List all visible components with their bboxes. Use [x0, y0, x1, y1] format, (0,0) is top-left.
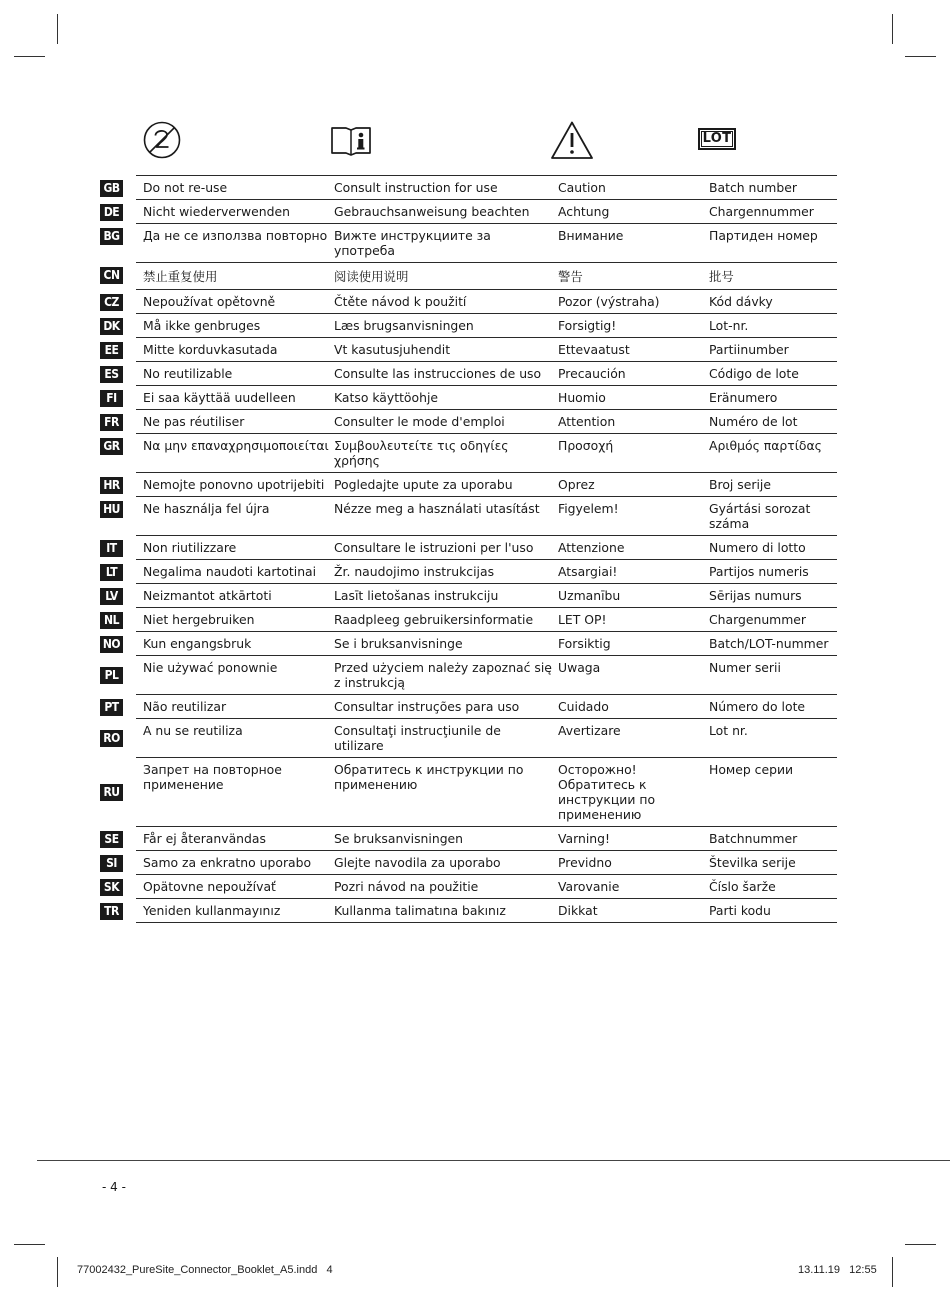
language-code-badge: NO	[100, 636, 123, 653]
batch-number-text: Номер серии	[709, 758, 837, 827]
table-row	[100, 338, 837, 362]
language-code-badge: PT	[100, 699, 123, 716]
consult-instructions-text: 阅读使用说明	[334, 263, 558, 290]
consult-instructions-text: Kullanma talimatına bakınız	[334, 899, 558, 923]
table-row	[100, 314, 837, 338]
table-row	[100, 695, 837, 719]
language-code-badge: NL	[100, 612, 123, 629]
consult-instructions-text: Nézze meg a használati utasítást	[334, 497, 558, 536]
do-not-reuse-text: Samo za enkratno uporabo	[136, 851, 334, 875]
do-not-reuse-text: Do not re-use	[136, 176, 334, 200]
language-code-cell	[100, 827, 136, 851]
consult-instructions-text: Обратитесь к инструкции по применению	[334, 758, 558, 827]
language-code-cell	[100, 899, 136, 923]
caution-text: Atsargiai!	[558, 560, 709, 584]
table-row	[100, 434, 837, 473]
do-not-reuse-text: Nicht wiederverwenden	[136, 200, 334, 224]
consult-instructions-text: Katso käyttöohje	[334, 386, 558, 410]
language-code-badge: BG	[100, 228, 123, 245]
batch-number-text: Batch/LOT-nummer	[709, 632, 837, 656]
table-row	[100, 536, 837, 560]
caution-text: 警告	[558, 263, 709, 290]
do-not-reuse-text: Ne használja fel újra	[136, 497, 334, 536]
do-not-reuse-text: Nie używać ponownie	[136, 656, 334, 695]
lot-icon-label: LOT	[702, 131, 732, 146]
batch-number-text: Partiinumber	[709, 338, 837, 362]
table-row	[100, 584, 837, 608]
consult-instructions-text: Consultare le istruzioni per l'uso	[334, 536, 558, 560]
table-row	[100, 560, 837, 584]
language-code-cell	[100, 410, 136, 434]
do-not-reuse-text: Να μην επαναχρησιμοποιείται	[136, 434, 334, 473]
caution-text: Varovanie	[558, 875, 709, 899]
language-code-cell	[100, 758, 136, 827]
language-code-badge: DE	[100, 204, 123, 221]
caution-text: Attenzione	[558, 536, 709, 560]
table-row	[100, 608, 837, 632]
do-not-reuse-text: Yeniden kullanmayınız	[136, 899, 334, 923]
caution-text: Caution	[558, 176, 709, 200]
language-code-badge: GR	[100, 438, 123, 455]
table-row	[100, 827, 837, 851]
language-code-badge: SE	[100, 831, 123, 848]
language-code-cell	[100, 200, 136, 224]
batch-number-text: Партиден номер	[709, 224, 837, 263]
table-row	[100, 656, 837, 695]
batch-number-text: Eränumero	[709, 386, 837, 410]
language-code-cell	[100, 434, 136, 473]
caution-text: Ettevaatust	[558, 338, 709, 362]
caution-text: Achtung	[558, 200, 709, 224]
language-code-cell	[100, 632, 136, 656]
caution-icon	[550, 120, 594, 160]
do-not-reuse-text: No reutilizable	[136, 362, 334, 386]
caution-text: Dikkat	[558, 899, 709, 923]
language-code-badge: HU	[100, 501, 123, 518]
table-row	[100, 899, 837, 923]
caution-text: Forsigtig!	[558, 314, 709, 338]
language-code-cell	[100, 656, 136, 695]
do-not-reuse-text: Nemojte ponovno upotrijebiti	[136, 473, 334, 497]
caution-text: Προσοχή	[558, 434, 709, 473]
do-not-reuse-text: Neizmantot atkārtoti	[136, 584, 334, 608]
do-not-reuse-text: Ei saa käyttää uudelleen	[136, 386, 334, 410]
caution-text: Huomio	[558, 386, 709, 410]
consult-instructions-text: Pogledajte upute za uporabu	[334, 473, 558, 497]
table-row	[100, 224, 837, 263]
batch-number-text: Numero di lotto	[709, 536, 837, 560]
do-not-reuse-text: Må ikke genbruges	[136, 314, 334, 338]
do-not-reuse-text: Non riutilizzare	[136, 536, 334, 560]
batch-number-text: Número do lote	[709, 695, 837, 719]
caution-text: Внимание	[558, 224, 709, 263]
table-row	[100, 200, 837, 224]
crop-mark	[892, 14, 893, 44]
batch-number-text: Číslo šarže	[709, 875, 837, 899]
consult-instructions-text: Se i bruksanvisninge	[334, 632, 558, 656]
caution-text: Precaución	[558, 362, 709, 386]
language-code-badge: HR	[100, 477, 123, 494]
table-row	[100, 758, 837, 827]
batch-number-text: Numer serii	[709, 656, 837, 695]
table-row	[100, 386, 837, 410]
consult-instructions-text: Consultaţi instrucţiunile de utilizare	[334, 719, 558, 758]
consult-instructions-text: Čtěte návod k použití	[334, 290, 558, 314]
batch-number-text: Številka serije	[709, 851, 837, 875]
language-code-cell	[100, 473, 136, 497]
language-code-cell	[100, 851, 136, 875]
language-code-badge: SI	[100, 855, 123, 872]
language-code-cell	[100, 338, 136, 362]
consult-instructions-text: Przed użyciem należy zapoznać się z instrukcją	[334, 656, 558, 695]
caution-text: Oprez	[558, 473, 709, 497]
language-code-cell	[100, 497, 136, 536]
table-row	[100, 263, 837, 290]
language-code-cell	[100, 536, 136, 560]
caution-text: Uwaga	[558, 656, 709, 695]
table-row	[100, 719, 837, 758]
table-row	[100, 875, 837, 899]
language-code-badge: LT	[100, 564, 123, 581]
language-code-cell	[100, 224, 136, 263]
language-code-badge: EE	[100, 342, 123, 359]
page-number: - 4 -	[102, 1180, 126, 1194]
language-code-cell	[100, 176, 136, 200]
batch-number-text: Sērijas numurs	[709, 584, 837, 608]
table-row	[100, 473, 837, 497]
language-code-badge: ES	[100, 366, 123, 383]
caution-text: Previdno	[558, 851, 709, 875]
do-not-reuse-icon	[142, 120, 182, 160]
language-code-badge: CN	[100, 267, 123, 284]
language-code-badge: RU	[100, 784, 123, 801]
language-code-badge: GB	[100, 180, 123, 197]
language-code-badge: FR	[100, 414, 123, 431]
consult-instructions-text: Pozri návod na použitie	[334, 875, 558, 899]
do-not-reuse-text: Negalima naudoti kartotinai	[136, 560, 334, 584]
do-not-reuse-text: Kun engangsbruk	[136, 632, 334, 656]
do-not-reuse-text: A nu se reutiliza	[136, 719, 334, 758]
footer-datetime: 13.11.19 12:55	[798, 1264, 877, 1276]
caution-text: Pozor (výstraha)	[558, 290, 709, 314]
do-not-reuse-text: Får ej återanvändas	[136, 827, 334, 851]
consult-instructions-text: Συμβουλευτείτε τις οδηγίες χρήσης	[334, 434, 558, 473]
batch-number-text: 批号	[709, 263, 837, 290]
language-code-badge: SK	[100, 879, 123, 896]
caution-text: Осторожно! Обратитесь к инструкции по применению	[558, 758, 709, 827]
language-code-badge: LV	[100, 588, 123, 605]
batch-number-text: Lot nr.	[709, 719, 837, 758]
batch-number-text: Αριθμός παρτίδας	[709, 434, 837, 473]
batch-number-text: Kód dávky	[709, 290, 837, 314]
caution-text: Attention	[558, 410, 709, 434]
language-code-cell	[100, 362, 136, 386]
batch-number-text: Batchnummer	[709, 827, 837, 851]
language-code-badge: CZ	[100, 294, 123, 311]
language-code-cell	[100, 560, 136, 584]
crop-mark	[892, 1257, 893, 1287]
batch-number-text: Parti kodu	[709, 899, 837, 923]
do-not-reuse-text: Ne pas réutiliser	[136, 410, 334, 434]
batch-number-text: Gyártási sorozat száma	[709, 497, 837, 536]
language-code-cell	[100, 875, 136, 899]
consult-instructions-icon	[330, 124, 372, 156]
do-not-reuse-text: Mitte korduvkasutada	[136, 338, 334, 362]
language-code-cell	[100, 290, 136, 314]
language-code-cell	[100, 719, 136, 758]
language-code-cell	[100, 584, 136, 608]
footer-rule	[37, 1160, 950, 1161]
batch-number-text: Batch number	[709, 176, 837, 200]
crop-mark	[14, 1244, 45, 1245]
table-row	[100, 410, 837, 434]
caution-text: Figyelem!	[558, 497, 709, 536]
batch-number-text: Chargennummer	[709, 200, 837, 224]
table-row	[100, 362, 837, 386]
do-not-reuse-text: Niet hergebruiken	[136, 608, 334, 632]
table-row	[100, 176, 837, 200]
do-not-reuse-text: Nepoužívat opětovně	[136, 290, 334, 314]
caution-text: Varning!	[558, 827, 709, 851]
table-row	[100, 497, 837, 536]
language-code-cell	[100, 695, 136, 719]
table-row	[100, 632, 837, 656]
batch-number-text: Partijos numeris	[709, 560, 837, 584]
lot-icon	[698, 128, 736, 150]
caution-text: Uzmanību	[558, 584, 709, 608]
consult-instructions-text: Lasīt lietošanas instrukciju	[334, 584, 558, 608]
caution-text: Cuidado	[558, 695, 709, 719]
batch-number-text: Código de lote	[709, 362, 837, 386]
language-code-cell	[100, 314, 136, 338]
consult-instructions-text: Consult instruction for use	[334, 176, 558, 200]
language-code-badge: TR	[100, 903, 123, 920]
batch-number-text: Lot-nr.	[709, 314, 837, 338]
consult-instructions-text: Consulte las instrucciones de uso	[334, 362, 558, 386]
table-row	[100, 290, 837, 314]
batch-number-text: Broj serije	[709, 473, 837, 497]
consult-instructions-text: Žr. naudojimo instrukcijas	[334, 560, 558, 584]
language-code-cell	[100, 263, 136, 290]
language-code-cell	[100, 608, 136, 632]
crop-mark	[57, 14, 58, 44]
do-not-reuse-text: Não reutilizar	[136, 695, 334, 719]
consult-instructions-text: Вижте инструкциите за употреба	[334, 224, 558, 263]
consult-instructions-text: Raadpleeg gebruikersinformatie	[334, 608, 558, 632]
language-code-badge: PL	[100, 667, 123, 684]
do-not-reuse-text: Opätovne nepoužívať	[136, 875, 334, 899]
caution-text: Avertizare	[558, 719, 709, 758]
batch-number-text: Numéro de lot	[709, 410, 837, 434]
do-not-reuse-text: 禁止重复使用	[136, 263, 334, 290]
batch-number-text: Chargenummer	[709, 608, 837, 632]
crop-mark	[905, 56, 936, 57]
table-row	[100, 851, 837, 875]
language-code-badge: IT	[100, 540, 123, 557]
caution-text: LET OP!	[558, 608, 709, 632]
consult-instructions-text: Consultar instruções para uso	[334, 695, 558, 719]
do-not-reuse-text: Да не се използва повторно	[136, 224, 334, 263]
crop-mark	[14, 56, 45, 57]
crop-mark	[57, 1257, 58, 1287]
consult-instructions-text: Consulter le mode d'emploi	[334, 410, 558, 434]
consult-instructions-text: Gebrauchsanweisung beachten	[334, 200, 558, 224]
symbol-translation-table	[100, 175, 837, 923]
caution-text: Forsiktig	[558, 632, 709, 656]
language-code-badge: RO	[100, 730, 123, 747]
consult-instructions-text: Vt kasutusjuhendit	[334, 338, 558, 362]
language-code-cell	[100, 386, 136, 410]
language-code-badge: DK	[100, 318, 123, 335]
consult-instructions-text: Glejte navodila za uporabo	[334, 851, 558, 875]
do-not-reuse-text: Запрет на повторное применение	[136, 758, 334, 827]
language-code-badge: FI	[100, 390, 123, 407]
footer-file-info: 77002432_PureSite_Connector_Booklet_A5.indd 4	[77, 1264, 333, 1276]
consult-instructions-text: Læs brugsanvisningen	[334, 314, 558, 338]
crop-mark	[905, 1244, 936, 1245]
consult-instructions-text: Se bruksanvisningen	[334, 827, 558, 851]
